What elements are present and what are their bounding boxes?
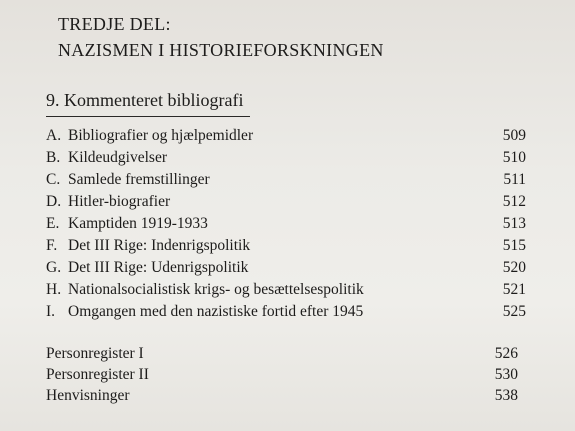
toc-entry-e <box>46 215 526 237</box>
entry-title: Nationalsocialistisk krigs- og besættelsespolitik <box>68 281 364 298</box>
chapter-underline <box>46 116 250 117</box>
entry-title: Det III Rige: Indenrigspolitik <box>68 237 251 254</box>
toc-entry-g <box>46 259 526 281</box>
toc-entry-i <box>46 303 526 325</box>
entry-page: 511 <box>503 171 526 188</box>
register-entry-person-2 <box>46 366 518 388</box>
entry-letter: G. <box>46 259 62 276</box>
entry-page: 520 <box>502 259 526 276</box>
toc-entry-b <box>46 149 526 171</box>
toc-entry-h <box>46 281 526 303</box>
entry-page: 510 <box>502 149 526 166</box>
register-title: Personregister II <box>46 366 149 383</box>
entry-letter: H. <box>46 281 62 298</box>
entry-title: Hitler-biografier <box>68 193 171 210</box>
toc-entry-c <box>46 171 526 193</box>
entry-title: Bibliografier og hjælpemidler <box>68 127 254 144</box>
entry-letter: E. <box>46 215 60 232</box>
entry-title: Kildeudgivelser <box>68 149 168 166</box>
entry-letter: C. <box>46 171 61 188</box>
entry-page: 512 <box>502 193 526 210</box>
entry-page: 515 <box>502 237 526 254</box>
entry-title: Omgangen med den nazistiske fortid efter 1945 <box>68 303 364 320</box>
entry-letter: F. <box>46 237 58 254</box>
register-entry-references <box>46 387 518 409</box>
toc-entry-d <box>46 193 526 215</box>
register-title: Henvisninger <box>46 387 130 404</box>
entry-letter: I. <box>46 303 56 320</box>
entry-title: Samlede fremstillinger <box>68 171 210 188</box>
register-page: 526 <box>494 345 518 362</box>
entry-letter: B. <box>46 149 61 166</box>
entry-page: 525 <box>502 303 526 320</box>
register-page: 538 <box>494 387 518 404</box>
entry-letter: A. <box>46 127 62 144</box>
entry-letter: D. <box>46 193 62 210</box>
register-entry-person-1 <box>46 345 518 367</box>
entry-page: 513 <box>502 215 526 232</box>
entry-page: 521 <box>502 281 526 298</box>
register-title: Personregister I <box>46 345 144 362</box>
register-page: 530 <box>494 366 518 383</box>
toc-entry-a <box>46 127 526 149</box>
chapter-title: 9. Kommenteret bibliografi <box>46 90 244 110</box>
part-title: NAZISMEN I HISTORIEFORSKNINGEN <box>58 40 384 60</box>
part-label: TREDJE DEL: <box>58 14 171 34</box>
entry-title: Kamptiden 1919-1933 <box>68 215 208 232</box>
entry-title: Det III Rige: Udenrigspolitik <box>68 259 249 276</box>
toc-entry-f <box>46 237 526 259</box>
entry-page: 509 <box>502 127 526 144</box>
